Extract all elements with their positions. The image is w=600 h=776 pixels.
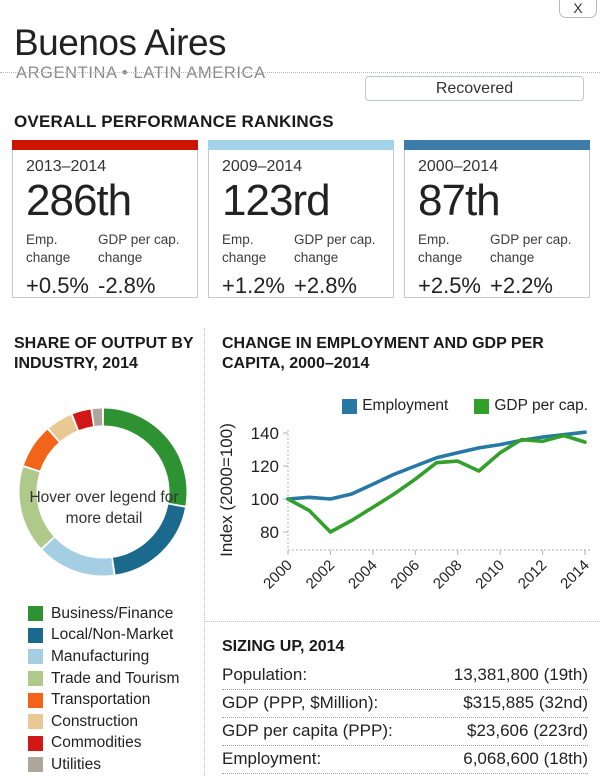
card-color-bar: [12, 140, 198, 150]
card-period: 2000–2014: [418, 158, 499, 175]
gdp-change-value: +2.8%: [294, 273, 357, 299]
row-label: GDP per capita (PPP):: [222, 721, 393, 740]
card-rank: 123rd: [222, 176, 330, 225]
legend-label: Local/Non-Market: [51, 626, 174, 644]
x-tick-label: 2002: [302, 556, 339, 593]
donut-segment-construction[interactable]: [54, 423, 74, 435]
row-value: 13,381,800 (19th): [453, 665, 588, 684]
emp-change-label: Emp. change: [222, 232, 267, 265]
gdp-change-value: +2.2%: [490, 273, 553, 299]
gdp-swatch-icon: [474, 399, 489, 414]
legend-swatch-icon: [28, 628, 43, 643]
emp-change-value: +2.5%: [418, 273, 481, 299]
ranking-cards: [12, 140, 590, 298]
legend-label: Manufacturing: [51, 647, 150, 665]
line-chart-legend: [222, 397, 588, 415]
legend-swatch-icon: [28, 714, 43, 729]
vertical-section-divider: [204, 328, 205, 776]
legend-swatch-icon: [28, 671, 43, 686]
gdp-change-label: GDP per cap. change: [294, 232, 376, 265]
legend-label: Trade and Tourism: [51, 669, 180, 687]
sizing-section-divider: [205, 621, 600, 622]
x-tick-label: 2010: [472, 556, 508, 593]
legend-swatch-icon: [28, 736, 43, 751]
x-tick-label: 2014: [557, 556, 593, 593]
x-tick-label: 2008: [429, 556, 466, 593]
industry-chart-title: SHARE OF OUTPUT BY INDUSTRY, 2014: [14, 335, 194, 372]
table-row-employment: [222, 746, 588, 774]
legend-label: Business/Finance: [51, 604, 174, 622]
row-value: 6,068,600 (18th): [463, 749, 588, 768]
ranking-card-2009-2014: [208, 140, 394, 298]
legend-item-utilities[interactable]: [28, 754, 179, 776]
legend-label: Transportation: [51, 691, 151, 709]
x-tick-label: 2012: [514, 556, 551, 593]
y-tick-label: 140: [250, 424, 279, 443]
donut-segment-commodities[interactable]: [76, 418, 92, 422]
legend-label: Construction: [51, 712, 139, 730]
gdp-change-label: GDP per cap. change: [98, 232, 180, 265]
employment-swatch-icon: [342, 399, 357, 414]
legend-swatch-icon: [28, 606, 43, 621]
legend-item-business-finance[interactable]: [28, 603, 179, 625]
row-value: $23,606 (223rd): [467, 721, 588, 740]
legend-item-transportation[interactable]: [28, 689, 179, 711]
line-series-gdp-per-cap-: [288, 436, 585, 533]
legend-item-commodities[interactable]: [28, 733, 179, 755]
legend-swatch-icon: [28, 649, 43, 664]
card-period: 2009–2014: [222, 158, 303, 175]
donut-segment-transportation[interactable]: [32, 436, 53, 468]
emp-change-value: +1.2%: [222, 273, 285, 299]
donut-segment-utilities[interactable]: [94, 417, 103, 418]
x-tick-label: 2000: [260, 556, 296, 593]
row-label: Employment:: [222, 749, 322, 768]
y-axis-label: Index (2000=100): [217, 423, 236, 557]
recovered-status-button[interactable]: Recovered: [365, 76, 584, 101]
card-color-bar: [208, 140, 394, 150]
rankings-heading: OVERALL PERFORMANCE RANKINGS: [14, 112, 334, 131]
legend-item-employment: [342, 397, 448, 415]
page-subtitle: ARGENTINA • LATIN AMERICA: [16, 64, 266, 82]
legend-label: Employment: [362, 397, 449, 414]
row-value: $315,885 (32nd): [463, 693, 588, 712]
card-color-bar: [404, 140, 590, 150]
legend-item-gdp-per-cap: [474, 397, 588, 415]
legend-swatch-icon: [28, 757, 43, 772]
y-tick-label: 100: [250, 490, 279, 509]
card-period: 2013–2014: [26, 158, 107, 175]
legend-item-construction[interactable]: [28, 711, 179, 733]
x-tick-label: 2006: [387, 556, 424, 593]
table-row-population: [222, 662, 588, 690]
legend-item-manufacturing[interactable]: [28, 646, 179, 668]
emp-change-label: Emp. change: [418, 232, 463, 265]
legend-item-local-non-market[interactable]: [28, 625, 179, 647]
card-rank: 286th: [26, 176, 132, 225]
emp-change-label: Emp. change: [26, 232, 71, 265]
y-tick-label: 80: [260, 523, 279, 542]
table-row-gdp: [222, 690, 588, 718]
close-button[interactable]: [559, 0, 597, 18]
x-tick-label: 2004: [345, 556, 381, 593]
ranking-card-2000-2014: [404, 140, 590, 298]
legend-item-trade-and-tourism[interactable]: [28, 668, 179, 690]
row-label: Population:: [222, 665, 308, 684]
legend-label: Utilities: [51, 755, 101, 773]
donut-center-hint: Hover over legend for more detail: [29, 489, 179, 527]
card-rank: 87th: [418, 176, 500, 225]
sizing-heading: SIZING UP, 2014: [222, 638, 345, 655]
row-label: GDP (PPP, $Million):: [222, 693, 379, 712]
donut-segment-manufacturing[interactable]: [49, 544, 113, 567]
industry-legend: [28, 603, 179, 776]
line-chart-title: CHANGE IN EMPLOYMENT AND GDP PER CAPITA, 2000–2014: [222, 335, 544, 372]
ranking-card-2013-2014: [12, 140, 198, 298]
table-row-gdp-per-capita: [222, 718, 588, 746]
gdp-change-value: -2.8%: [98, 273, 156, 299]
close-icon: X: [573, 0, 583, 16]
employment-gdp-line-chart: [216, 414, 600, 614]
legend-label: Commodities: [51, 734, 142, 752]
page-title: Buenos Aires: [14, 22, 227, 63]
emp-change-value: +0.5%: [26, 273, 89, 299]
header-divider: [0, 72, 600, 73]
legend-label: GDP per cap.: [494, 397, 588, 414]
y-tick-label: 120: [250, 457, 279, 476]
gdp-change-label: GDP per cap. change: [490, 232, 572, 265]
legend-swatch-icon: [28, 693, 43, 708]
sizing-table: [222, 662, 588, 774]
